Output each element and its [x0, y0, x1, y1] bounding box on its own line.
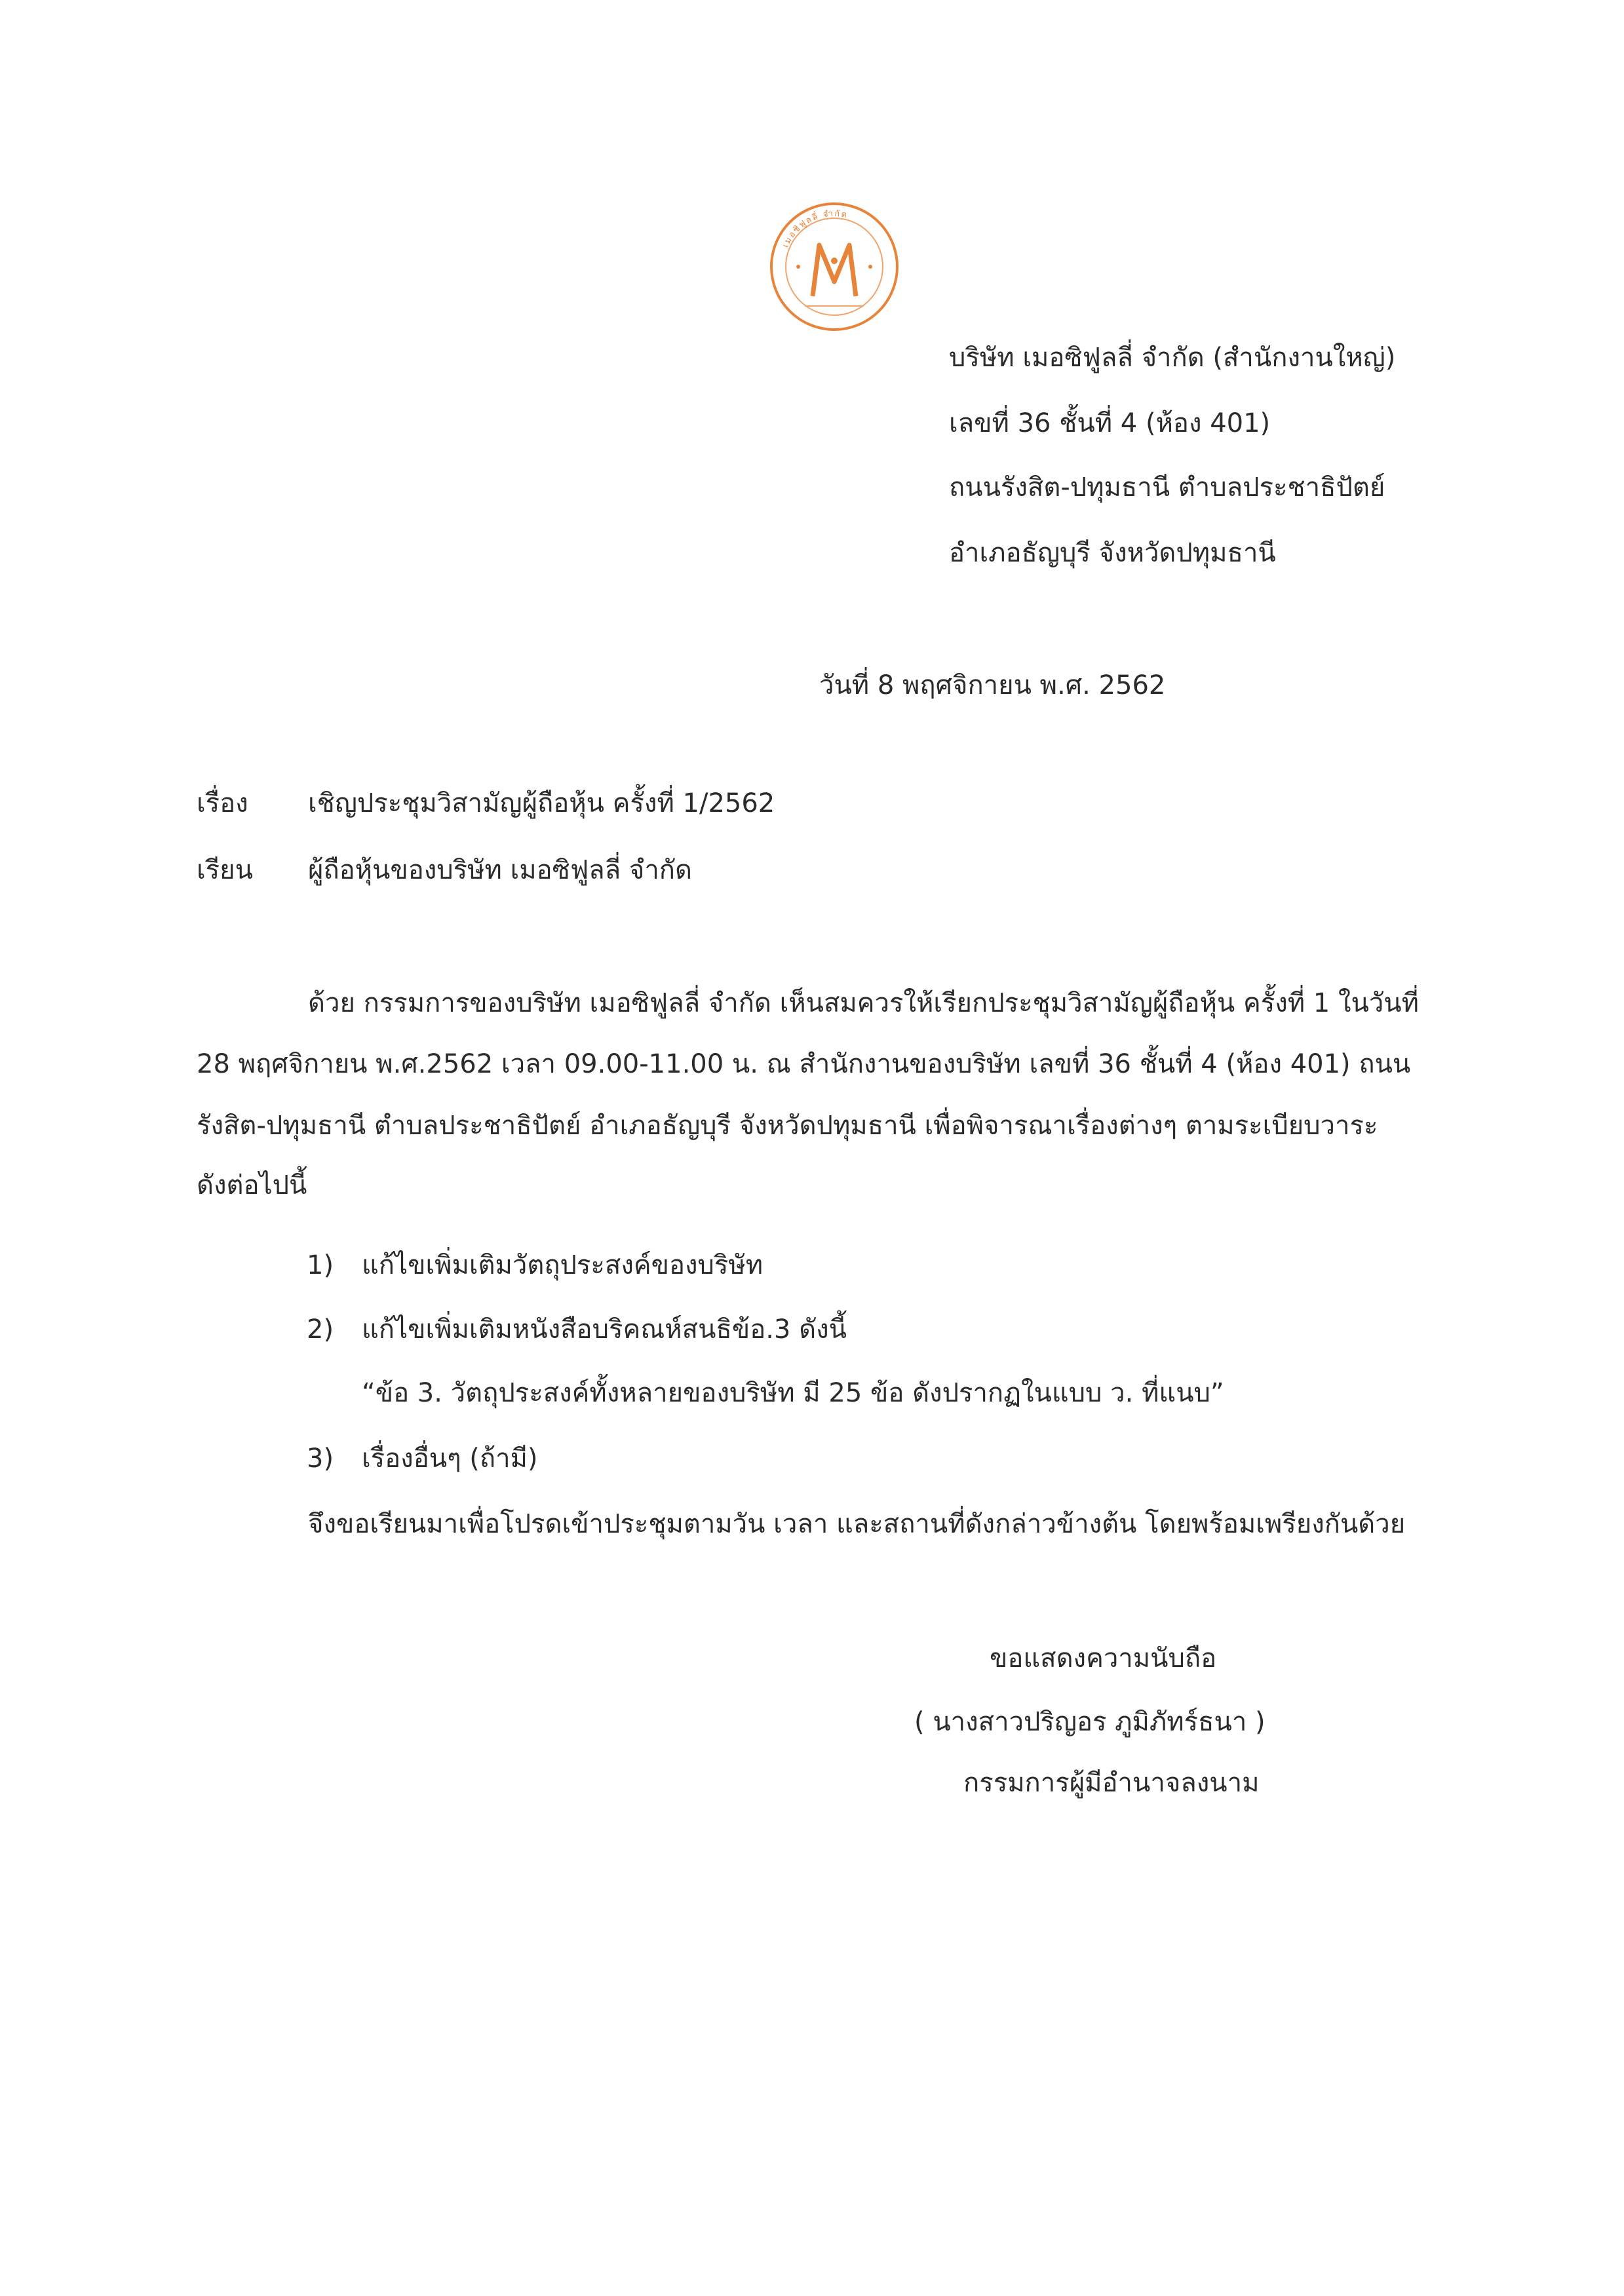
- body-line: ดังต่อไปนี้: [197, 1170, 307, 1200]
- logo-ring-text: เมอซิฟูลลี่ จำกัด: [781, 208, 849, 250]
- agenda-quote: “ข้อ 3. วัตถุประสงค์ทั้งหลายของบริษัท มี 25 ข้อ ดังปรากฏในแบบ ว. ที่แนบ”: [362, 1378, 1224, 1408]
- recipient-text: ผู้ถือหุ้นของบริษัท เมอซิฟูลลี่ จำกัด: [308, 855, 692, 885]
- company-logo-seal: [765, 198, 903, 335]
- agenda-item-text: แก้ไขเพิ่มเติมหนังสือบริคณห์สนธิข้อ.3 ดังนี้: [362, 1314, 847, 1345]
- sender-address-line: อำเภอธัญบุรี จังหวัดปทุมธานี: [949, 538, 1276, 568]
- sender-address-line: ถนนรังสิต-ปทุมธานี ตำบลประชาธิปัตย์: [949, 472, 1385, 503]
- body-line: 28 พฤศจิกายน พ.ศ.2562 เวลา 09.00-11.00 น. ณ สำนักงานของบริษัท เลขที่ 36 ชั้นที่ 4 (ห้อง 401) ถนน: [197, 1049, 1411, 1079]
- subject-label: เรื่อง: [197, 788, 248, 818]
- letter-date: วันที่ 8 พฤศจิกายน พ.ศ. 2562: [819, 670, 1166, 700]
- subject-text: เชิญประชุมวิสามัญผู้ถือหุ้น ครั้งที่ 1/2562: [308, 788, 775, 818]
- agenda-item-number: 3): [307, 1444, 334, 1474]
- signatory-name: ( นางสาวปริญอร ภูมิภัทร์ธนา ): [914, 1707, 1266, 1737]
- agenda-item-text: เรื่องอื่นๆ (ถ้ามี): [362, 1444, 538, 1474]
- svg-text:เมอซิฟูลลี่ จำกัด: [781, 209, 849, 250]
- agenda-item-number: 2): [307, 1314, 334, 1345]
- closing-request: จึงขอเรียนมาเพื่อโปรดเข้าประชุมตามวัน เวลา และสถานที่ดังกล่าวข้างต้น โดยพร้อมเพรียงกันด้วย: [308, 1509, 1406, 1539]
- recipient-label: เรียน: [197, 855, 253, 885]
- signatory-title: กรรมการผู้มีอำนาจลงนาม: [963, 1768, 1260, 1798]
- body-line: รังสิต-ปทุมธานี ตำบลประชาธิปัตย์ อำเภอธัญบุรี จังหวัดปทุมธานี เพื่อพิจารณาเรื่องต่างๆ ตามระเบียบวาระ: [197, 1111, 1378, 1141]
- agenda-item-number: 1): [307, 1250, 334, 1280]
- body-line: ด้วย กรรมการของบริษัท เมอซิฟูลลี่ จำกัด เห็นสมควรให้เรียกประชุมวิสามัญผู้ถือหุ้น ครั้งที่ 1 ในวันที่: [308, 988, 1420, 1018]
- sender-address-line: เลขที่ 36 ชั้นที่ 4 (ห้อง 401): [949, 408, 1271, 438]
- agenda-item-text: แก้ไขเพิ่มเติมวัตถุประสงค์ของบริษัท: [362, 1250, 764, 1280]
- sender-company-name: บริษัท เมอซิฟูลลี่ จำกัด (สำนักงานใหญ่): [949, 343, 1396, 373]
- closing-regards: ขอแสดงความนับถือ: [990, 1643, 1217, 1674]
